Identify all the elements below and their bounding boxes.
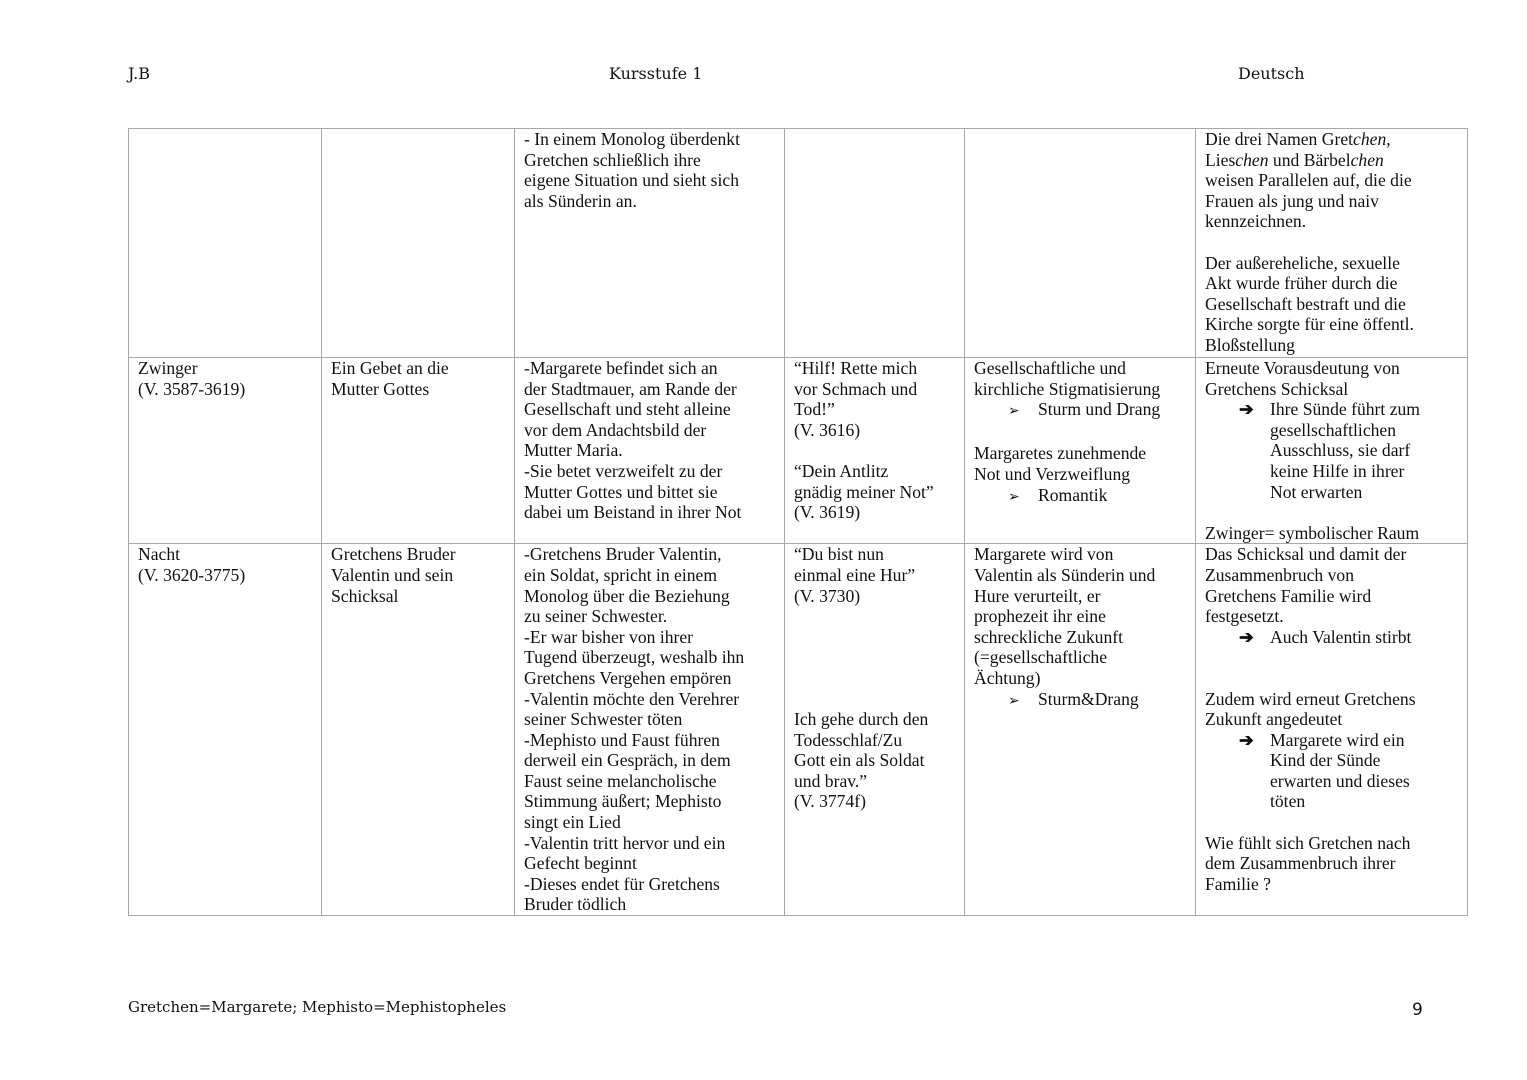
page-number: 9 — [1412, 1000, 1423, 1020]
text-line: Der außereheliche, sexuelle — [1205, 252, 1400, 273]
right-arrow-icon: ➔ — [1239, 626, 1254, 647]
text-line: “Dein Antlitz — [794, 460, 889, 481]
text-line: -Valentin tritt hervor und ein — [524, 832, 726, 853]
text-line: (=gesellschaftliche — [974, 647, 1108, 668]
header-left: J.B — [128, 64, 151, 83]
header-center: Kursstufe 1 — [609, 64, 703, 83]
bullet-arrow-icon: ➢ — [1008, 404, 1020, 420]
text-line: Mutter Maria. — [524, 440, 623, 461]
text-line: Gretchens Familie wird — [1205, 585, 1372, 606]
bullet-arrow-icon: ➢ — [1008, 489, 1020, 505]
text-line: Zwinger — [138, 358, 198, 378]
text-line: Kirche sorgte für eine öffentl. — [1205, 314, 1414, 335]
table-row — [129, 544, 1468, 916]
text-line: töten — [1270, 791, 1306, 812]
text-line: dabei um Beistand in ihrer Not — [524, 502, 742, 523]
text-line: Valentin als Sünderin und — [974, 564, 1156, 585]
cell-epoch — [965, 544, 1196, 916]
text-line: Gretchens Vergehen empören — [524, 667, 732, 688]
text-line: Tod!” — [794, 399, 835, 420]
text-line: Familie ? — [1205, 873, 1271, 894]
cell-scene — [129, 358, 322, 544]
text-line: Ausschluss, sie darf — [1270, 440, 1411, 461]
text-line: weisen Parallelen auf, die die — [1205, 170, 1412, 191]
epoch-bullet: ➢ Romantik — [974, 485, 1189, 509]
text-line: Not und Verzweiflung — [974, 463, 1131, 484]
text-line: als Sünderin an. — [524, 190, 637, 211]
text-line: vor Schmach und — [794, 378, 918, 399]
text-line: Mutter Gottes und bittet sie — [524, 481, 718, 502]
text-line: (V. 3616) — [794, 419, 861, 440]
text-line: Zudem wird erneut Gretchens — [1205, 688, 1416, 709]
text-line: kennzeichnen. — [1205, 211, 1307, 232]
text-line: Margarete wird ein — [1270, 729, 1405, 750]
text-line: Bruder tödlich — [524, 894, 627, 915]
header-right: Deutsch — [1238, 64, 1305, 83]
text-line: Gesellschaftliche und — [974, 358, 1126, 378]
analysis-table — [128, 128, 1468, 916]
text-line: vor dem Andachtsbild der — [524, 419, 707, 440]
text-line: -Margarete befindet sich an — [524, 358, 718, 378]
text-line: der Stadtmauer, am Rande der — [524, 378, 737, 399]
text-line: Die drei Namen Gretchen, — [1205, 129, 1391, 149]
table-row — [129, 358, 1468, 544]
text-line: Todesschlaf/Zu — [794, 729, 903, 750]
text-line: derweil ein Gespräch, in dem — [524, 750, 731, 771]
epoch-bullet: ➢ Sturm und Drang — [974, 399, 1189, 423]
text-line: Schicksal — [331, 585, 399, 606]
text-line: Zusammenbruch von — [1205, 564, 1355, 585]
text-line: Monolog über die Beziehung — [524, 585, 730, 606]
text-line: erwarten und dieses — [1270, 770, 1410, 791]
cell-topic — [322, 358, 515, 544]
text-line: Auch Valentin stirbt — [1270, 626, 1412, 647]
text-line: (V. 3587-3619) — [138, 378, 246, 399]
table-row — [129, 129, 1468, 358]
text-line: Wie fühlt sich Gretchen nach — [1205, 832, 1411, 853]
cell-interpretation — [1196, 358, 1468, 544]
cell-quotes — [785, 358, 965, 544]
epoch-bullet: ➢ Sturm&Drang — [974, 689, 1189, 713]
text-line: festgesetzt. — [1205, 606, 1284, 627]
bullet-arrow-icon: ➢ — [1008, 693, 1020, 709]
text-line: -Gretchens Bruder Valentin, — [524, 544, 722, 565]
text-line: Lieschen und Bärbelchen — [1205, 149, 1384, 170]
text-line: gnädig meiner Not” — [794, 481, 934, 502]
cell-interpretation — [1196, 129, 1468, 358]
text-line: Stimmung äußert; Mephisto — [524, 791, 722, 812]
text-line: Valentin und sein — [331, 564, 454, 585]
cell-epoch — [965, 129, 1196, 358]
cell-topic — [322, 129, 515, 358]
text-line: Bloßstellung — [1205, 334, 1295, 355]
text-line: schreckliche Zukunft — [974, 626, 1123, 647]
text-line: seiner Schwester töten — [524, 709, 683, 730]
arrow-point — [1205, 730, 1461, 812]
text-line: Mutter Gottes — [331, 378, 430, 399]
cell-content — [515, 544, 785, 916]
text-line: Zukunft angedeutet — [1205, 709, 1343, 730]
footer-note: Gretchen=Margarete; Mephisto=Mephistopheles — [128, 998, 507, 1016]
text-line: -Valentin möchte den Verehrer — [524, 688, 740, 709]
text-line: (V. 3774f) — [794, 791, 866, 812]
text-line: prophezeit ihr eine — [974, 606, 1106, 627]
text-line: “Du bist nun — [794, 544, 884, 565]
text-line: zu seiner Schwester. — [524, 606, 668, 627]
cell-quotes — [785, 129, 965, 358]
text-line: “Hilf! Rette mich — [794, 358, 918, 378]
text-line: - In einem Monolog überdenkt — [524, 129, 740, 149]
text-line: einmal eine Hur” — [794, 564, 916, 585]
text-line: singt ein Lied — [524, 812, 621, 833]
cell-content — [515, 358, 785, 544]
arrow-point — [1205, 399, 1461, 502]
text-line: Zwinger= symbolischer Raum — [1205, 522, 1420, 543]
text-line: Ächtung) — [974, 667, 1041, 688]
text-line: Gretchen schließlich ihre — [524, 149, 701, 170]
cell-content — [515, 129, 785, 358]
text-line: ein Soldat, spricht in einem — [524, 564, 718, 585]
text-line: Frauen als jung und naiv — [1205, 190, 1379, 211]
text-line: Faust seine melancholische — [524, 770, 717, 791]
cell-scene — [129, 129, 322, 358]
cell-interpretation — [1196, 544, 1468, 916]
text-line: Ein Gebet an die — [331, 358, 449, 378]
text-line: -Dieses endet für Gretchens — [524, 873, 720, 894]
text-line: Das Schicksal und damit der — [1205, 544, 1407, 565]
text-line: Gesellschaft und steht alleine — [524, 399, 731, 420]
cell-epoch — [965, 358, 1196, 544]
text-line: Gesellschaft bestraft und die — [1205, 293, 1406, 314]
text-line: Gott ein als Soldat — [794, 750, 925, 771]
right-arrow-icon: ➔ — [1239, 729, 1254, 750]
right-arrow-icon: ➔ — [1239, 399, 1254, 420]
text-line: Ihre Sünde führt zum — [1270, 399, 1420, 420]
text-line: Akt wurde früher durch die — [1205, 273, 1398, 294]
text-line: dem Zusammenbruch ihrer — [1205, 853, 1396, 874]
cell-scene — [129, 544, 322, 916]
text-line: kirchliche Stigmatisierung — [974, 378, 1161, 399]
text-line: (V. 3730) — [794, 585, 861, 606]
arrow-point — [1205, 627, 1461, 648]
text-line: -Mephisto und Faust führen — [524, 729, 720, 750]
text-line: -Sie betet verzweifelt zu der — [524, 460, 723, 481]
text-line: keine Hilfe in ihrer — [1270, 460, 1405, 481]
text-line: gesellschaftlichen — [1270, 419, 1397, 440]
text-line: Hure verurteilt, er — [974, 585, 1101, 606]
text-line: und brav.” — [794, 770, 868, 791]
text-line: Not erwarten — [1270, 481, 1363, 502]
text-line: Gretchens Schicksal — [1205, 378, 1349, 399]
text-line: -Er war bisher von ihrer — [524, 626, 694, 647]
cell-topic — [322, 544, 515, 916]
text-line: Tugend überzeugt, weshalb ihn — [524, 647, 745, 668]
text-line: (V. 3619) — [794, 502, 861, 523]
text-line: eigene Situation und sieht sich — [524, 170, 739, 191]
text-line: Ich gehe durch den — [794, 709, 929, 730]
text-line: Nacht — [138, 544, 181, 565]
text-line: Gefecht beginnt — [524, 853, 637, 874]
text-line: (V. 3620-3775) — [138, 564, 246, 585]
text-line: Kind der Sünde — [1270, 750, 1381, 771]
text-line: Margarete wird von — [974, 544, 1114, 565]
text-line: Gretchens Bruder — [331, 544, 456, 565]
cell-quotes — [785, 544, 965, 916]
text-line: Margaretes zunehmende — [974, 443, 1147, 464]
text-line: Erneute Vorausdeutung von — [1205, 358, 1400, 378]
